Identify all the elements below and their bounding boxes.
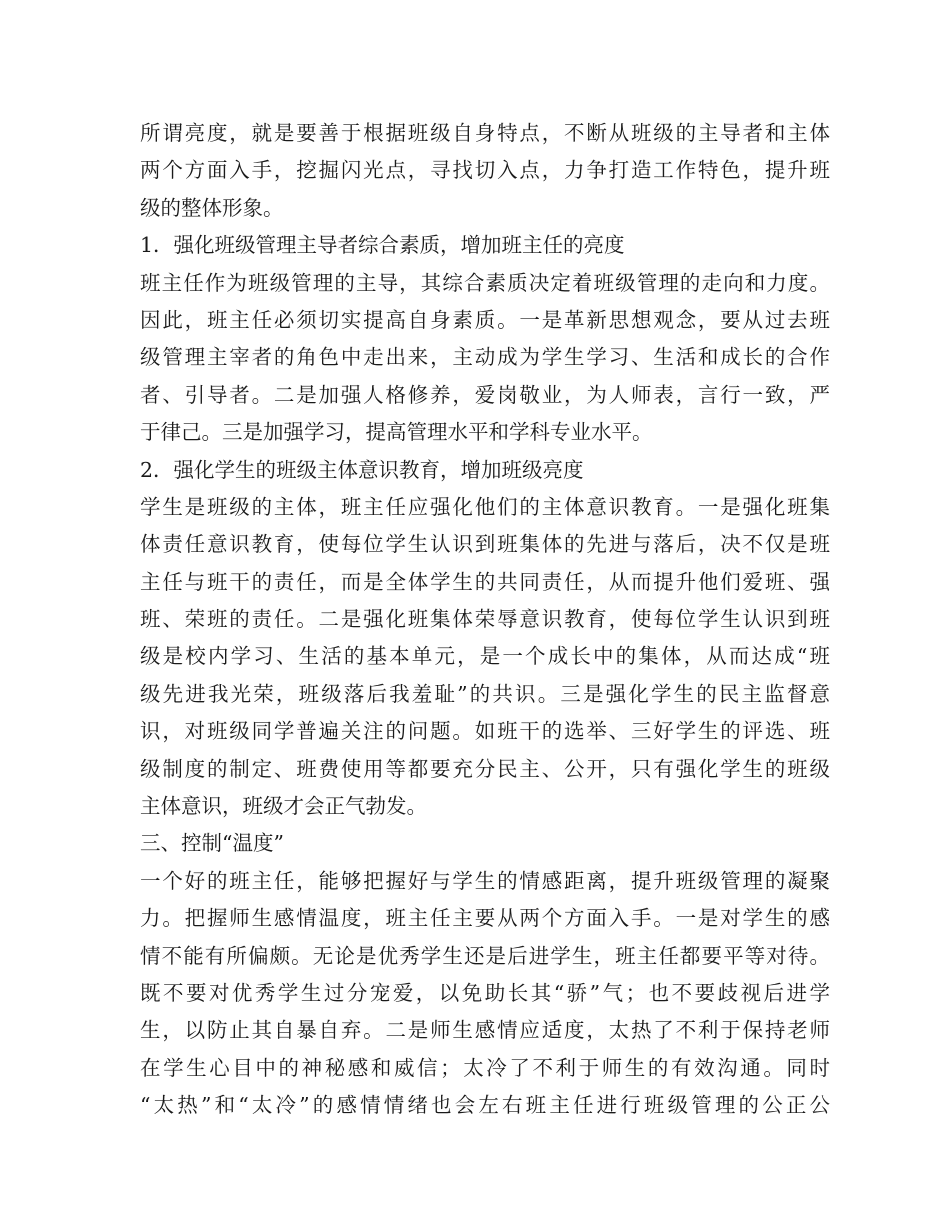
text-line: 体责任意识教育，使每位学生认识到班集体的先进与落后，决不仅是班 [140, 532, 830, 557]
text-line: 生，以防止其自暴自弃。二是师生感情应适度，太热了不利于保持老师 [140, 1018, 830, 1043]
text-line: 主任与班干的责任，而是全体学生的共同责任，从而提升他们爱班、强 [140, 569, 830, 594]
text-line: 级是校内学习、生活的基本单元，是一个成长中的集体，从而达成“班 [140, 644, 830, 669]
text-line: 级管理主宰者的角色中走出来，主动成为学生学习、生活和成长的合作 [140, 345, 830, 370]
text-line: 在学生心目中的神秘感和威信；太冷了不利于师生的有效沟通。同时 [140, 1055, 830, 1080]
text-line: 力。把握师生感情温度，班主任主要从两个方面入手。一是对学生的感 [140, 906, 830, 931]
text-line: 者、引导者。二是加强人格修养，爱岗敬业，为人师表，言行一致，严 [140, 382, 830, 407]
text-line: 班主任作为班级管理的主导，其综合素质决定着班级管理的走向和力度。 [140, 270, 830, 295]
section-heading: 1．强化班级管理主导者综合素质，增加班主任的亮度 [140, 233, 625, 258]
text-line: 情不能有所偏颇。无论是优秀学生还是后进学生，班主任都要平等对待。 [140, 943, 830, 968]
document-body [140, 115, 830, 1125]
text-line: 班、荣班的责任。二是强化班集体荣辱意识教育，使每位学生认识到班 [140, 607, 830, 632]
text-line: 学生是班级的主体，班主任应强化他们的主体意识教育。一是强化班集 [140, 494, 830, 519]
text-line: 两个方面入手，挖掘闪光点，寻找切入点，力争打造工作特色，提升班 [140, 158, 830, 183]
text-line: 所谓亮度，就是要善于根据班级自身特点，不断从班级的主导者和主体 [140, 121, 830, 145]
text-line: 一个好的班主任，能够把握好与学生的情感距离，提升班级管理的凝聚 [140, 868, 830, 893]
text-line: 识，对班级同学普遍关注的问题。如班干的选举、三好学生的评选、班 [140, 719, 830, 744]
text-line: “太热”和“太冷”的感情情绪也会左右班主任进行班级管理的公正公 [140, 1093, 830, 1118]
text-line: 主体意识，班级才会正气勃发。 [140, 794, 427, 819]
text-line: 于律己。三是加强学习，提高管理水平和学科专业水平。 [140, 420, 653, 445]
text-line: 既不要对优秀学生过分宠爱，以免助长其“骄”气；也不要歧视后进学 [140, 980, 830, 1005]
text-line: 因此，班主任必须切实提高自身素质。一是革新思想观念，要从过去班 [140, 307, 830, 332]
text-line: 级制度的制定、班费使用等都要充分民主、公开，只有强化学生的班级 [140, 756, 830, 781]
section-heading: 2．强化学生的班级主体意识教育，增加班级亮度 [140, 457, 584, 482]
text-line: 级先进我光荣，班级落后我羞耻”的共识。三是强化学生的民主监督意 [140, 681, 830, 706]
text-line: 级的整体形象。 [140, 195, 284, 220]
section-heading: 三、控制“温度” [140, 831, 284, 856]
